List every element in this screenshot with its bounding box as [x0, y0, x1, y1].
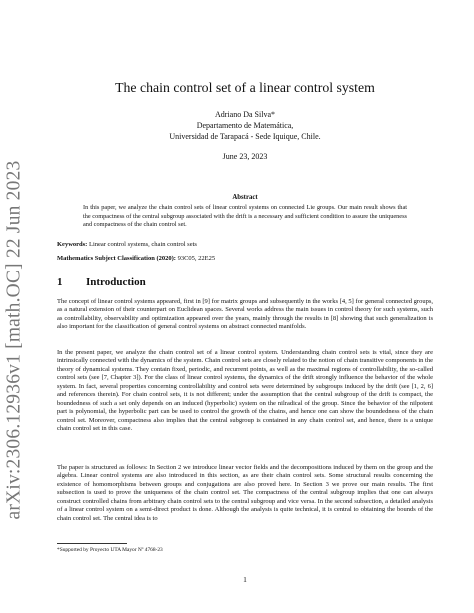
paper-date: June 23, 2023 — [222, 152, 268, 161]
section-heading — [57, 276, 146, 288]
author-block — [57, 109, 433, 143]
keywords-line — [57, 240, 433, 249]
keywords-label: Keywords: — [57, 241, 88, 248]
body-paragraph-3: The paper is structured as follows: In Section 2 we introduce linear vector fields and the decompositions induced by them on the group and the algebra. Linear control systems are also introduced in this section, as are their chain control sets. Some structural results concerning the existence of homomorphisms between groups and conjugations are also proved here. In Section 3 we prove our main results. The first subsection is used to prove the uniqueness of the chain control set. The compactness of the central subgroup implies that one can always construct controlled chains from arbitrary chain control sets to the central subgroup and vice versa. In the second subsection, a detailed analysis of a linear control system on a semi-direct product is done. Although the analysis is quite technical, it is central to obtaining the bounds of the chain control set. The central idea is to — [57, 464, 433, 522]
msc-line — [57, 254, 433, 263]
author-department: Departamento de Matemática, — [196, 121, 294, 131]
paper-page — [57, 0, 433, 613]
body-paragraph-1: The concept of linear control systems appeared, first in [9] for matrix groups and subsequently in the works [4, 5] for general connected groups, as a natural extension of their counterpart on Euclidean spaces. Several works address the main issues in control theory for such systems, such as controllability, observability and optimization appeared over the years, mainly through the results in [8] showing that such generalization is also important for the classification of general control systems on abstract connected manifolds. — [57, 298, 433, 331]
abstract-text: In this paper, we analyze the chain control sets of linear control systems on connected Lie groups. Our main result shows that the compactness of the central subgroup associated with the drift is a necessary and sufficient condition to assure the uniqueness and compactness of the chain control set. — [83, 204, 407, 228]
arxiv-identifier-text: arXiv:2306.12936v1 [math.OC] 22 Jun 2023 — [3, 160, 25, 520]
body-paragraph-2: In the present paper, we analyze the chain control set of a linear control system. Understanding chain control sets is vital, since they are intrinsically connected with the dynamics of the system. Chain control sets are closely related to the notion of chain transitive components in the theory of dynamical systems. They contain fixed, periodic, and recurrent points, as well as the maximal regions of controllability, the so-called control sets (see [7, Chapter 3]). For the class of linear control systems, the dynamics of the drift strongly influence the behavior of the whole system. In fact, several properties concerning controllability and control sets were determined by subgroups induced by the drift (see [1, 2, 6] and references therein). For chain control sets, it is not different; under the assumption that the central subgroup of the drift is compact, the boundedness of such a set only depends on an induced (hyperbolic) system on the nilradical of the group. Since the behavior of the nilpotent part is polynomial, the hyperbolic part can be used to control the growth of the chains, and hence one can show the boundedness of the chain control set. Moreover, compactness also implies that the central subgroup is contained in any chain control set, and hence, there is a unique chain control set in this case. — [57, 349, 434, 433]
footnote: *Supported by Proyecto UTA Mayor Nº 4768-23 — [57, 547, 163, 553]
author-name: Adriano Da Silva* — [215, 110, 275, 119]
keywords-text: Linear control systems, chain control sets — [88, 241, 197, 248]
page-number: 1 — [243, 575, 247, 584]
author-university: Universidad de Tarapacá - Sede Iquique, Chile. — [169, 132, 321, 142]
arxiv-identifier-sidebar — [3, 110, 25, 570]
abstract-heading: Abstract — [232, 194, 258, 201]
section-number: 1 — [57, 276, 63, 288]
footnote-divider — [57, 543, 127, 544]
msc-label: Mathematics Subject Classification (2020): — [57, 255, 176, 262]
section-title: Introduction — [86, 276, 146, 288]
msc-text: 93C05, 22E25 — [177, 255, 216, 262]
paper-title: The chain control set of a linear control system — [115, 80, 375, 95]
